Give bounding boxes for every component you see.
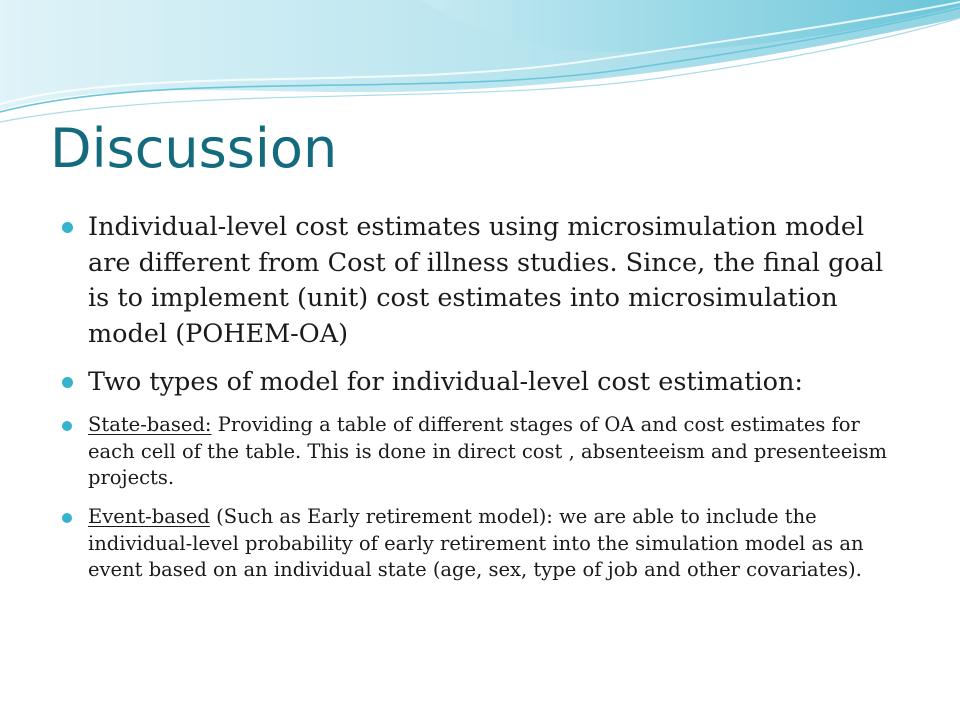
bullet-item xyxy=(62,504,912,584)
bullet-text: Two types of model for individual-level cost estimation: xyxy=(88,366,803,397)
slide-title: Discussion xyxy=(50,117,338,180)
bullet-lead-underlined: Event-based xyxy=(88,504,210,528)
bullet-dot-icon xyxy=(62,377,73,388)
bullet-dot-icon xyxy=(62,421,72,431)
bullet-lead-underlined: State-based: xyxy=(88,413,212,437)
header-wave-decoration xyxy=(0,0,960,130)
bullet-item xyxy=(62,412,912,492)
bullet-text: (Such as Early retirement model): we are able to include the individual-level probability of early retirement into the simulation model as an event based on an individual state (age, sex, type of job and other covariates). xyxy=(88,504,864,582)
bullet-dot-icon xyxy=(62,513,72,523)
bullet-item xyxy=(62,365,912,401)
bullet-text: Providing a table of different stages of OA and cost estimates for each cell of the table. This is done in direct cost , absenteeism and presenteeism projects. xyxy=(88,413,888,490)
bullet-list xyxy=(62,210,912,596)
bullet-dot-icon xyxy=(62,222,73,233)
bullet-text: Individual-level cost estimates using microsimulation model are different from Cost of illness studies. Since, the final goal is to implement (unit) cost estimates into microsimulation model (POHEM-OA) xyxy=(88,212,884,350)
bullet-item xyxy=(62,210,912,353)
